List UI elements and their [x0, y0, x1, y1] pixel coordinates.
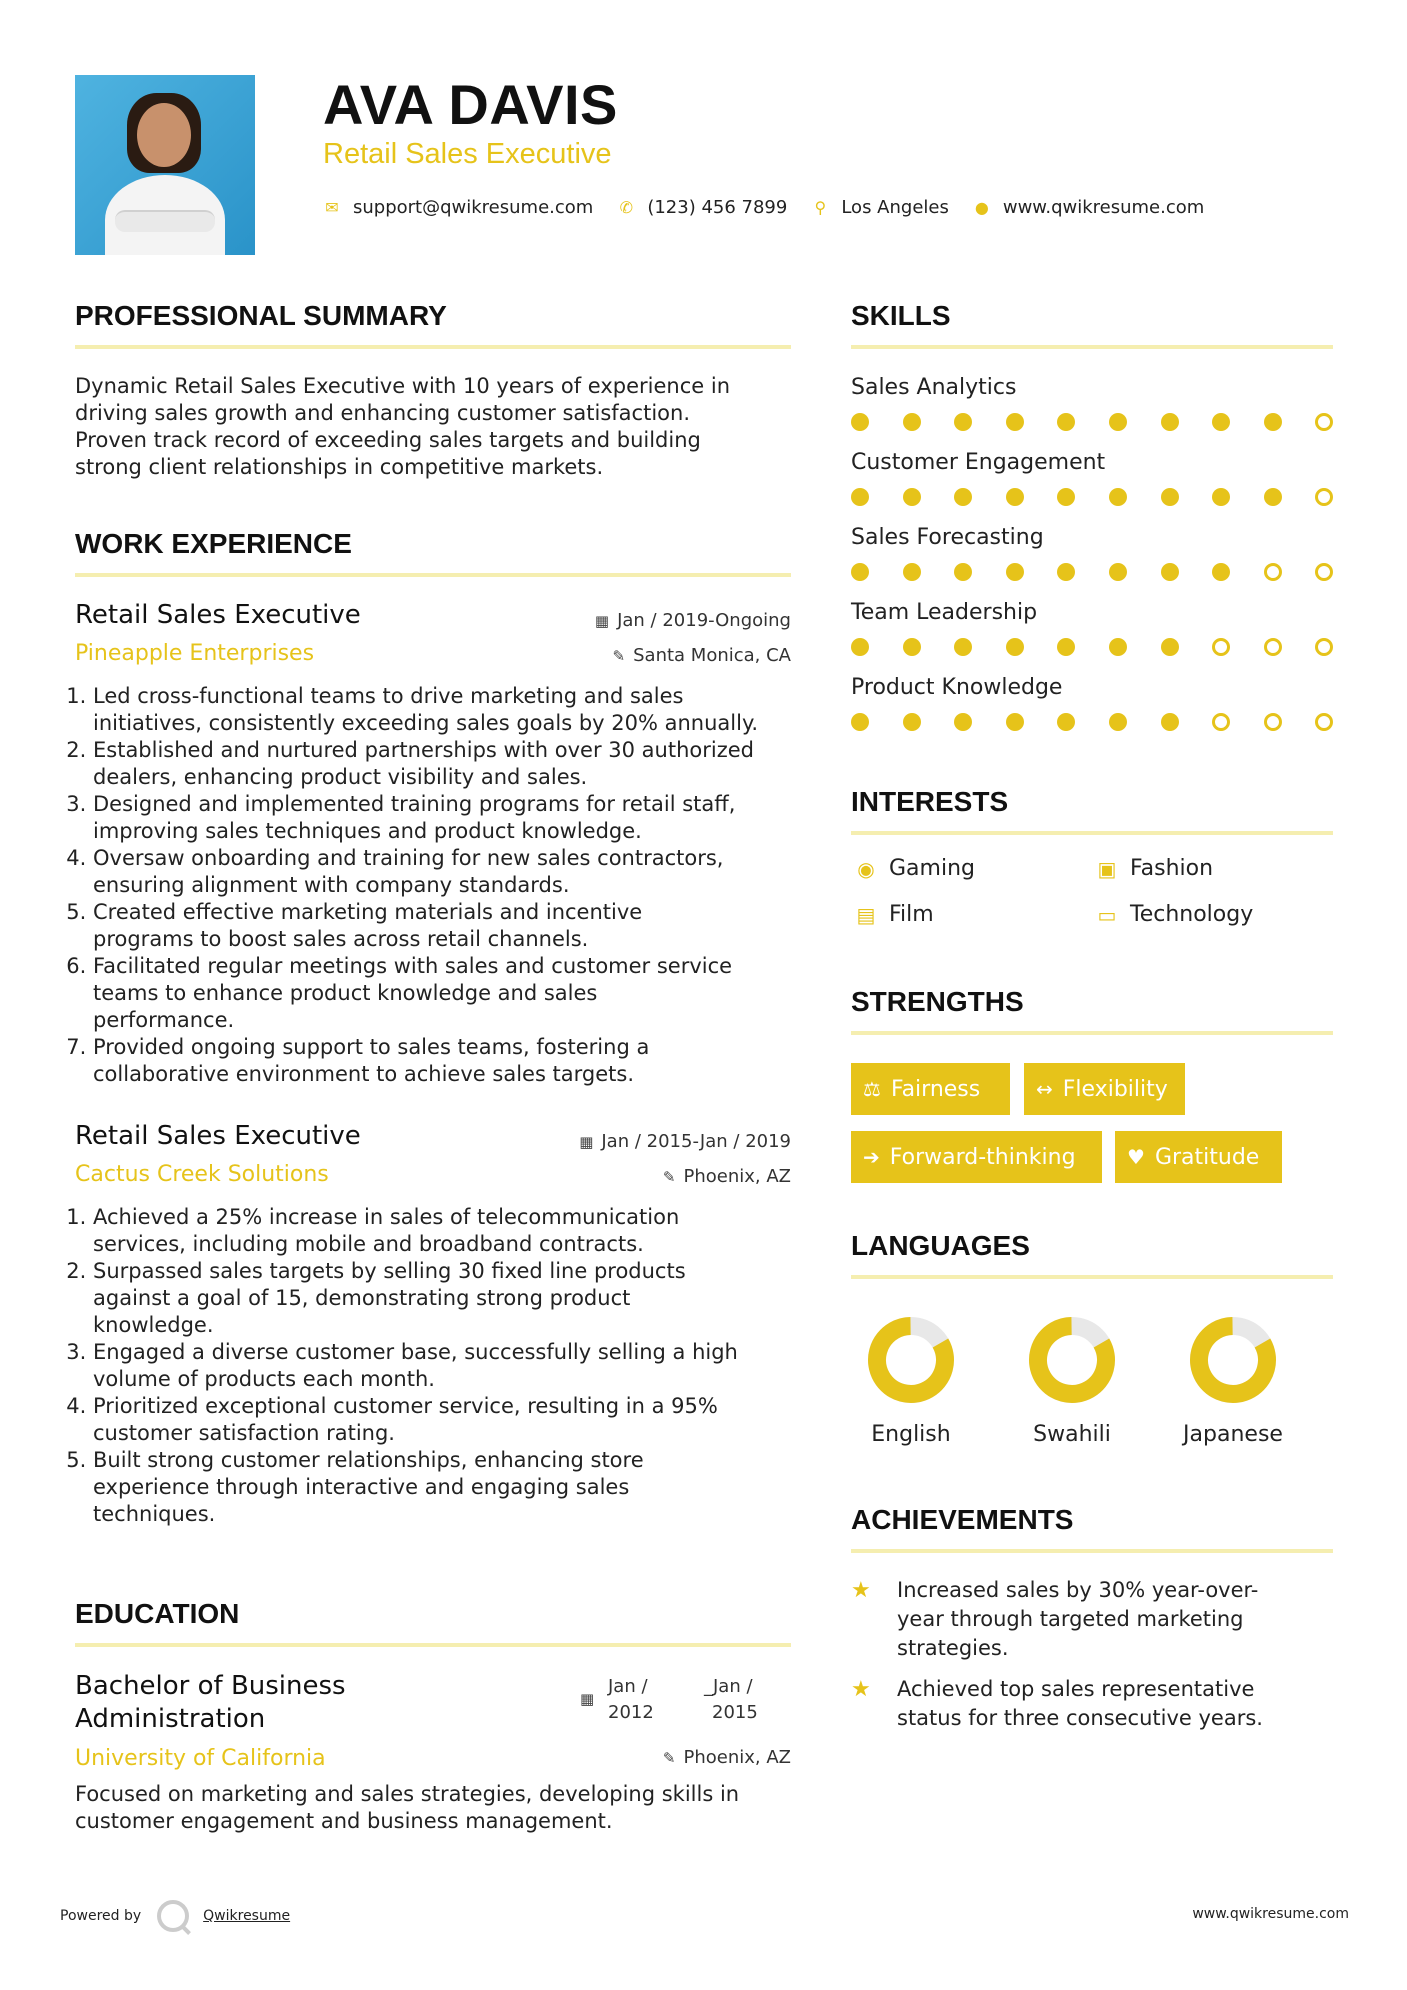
skill-dot-empty: [1315, 638, 1333, 656]
degree-title: Bachelor of Business Administration: [75, 1671, 346, 1734]
interest-item: ▭ Technology: [1092, 902, 1253, 927]
contact-bar: [323, 194, 1228, 220]
achievements-heading: ACHIEVEMENTS: [851, 1504, 1074, 1535]
summary-heading: PROFESSIONAL SUMMARY: [75, 300, 447, 331]
language-name: English: [871, 1422, 951, 1447]
job-bullets: [73, 1204, 793, 1528]
skill-dot-filled: [851, 638, 869, 656]
achievement-item: ★ Achieved top sales representative status for three consecutive years.: [851, 1675, 1263, 1733]
envelope-icon: ✉: [325, 197, 339, 217]
pushpin-icon: ✎: [612, 647, 626, 665]
strength-badge: ➔ Forward-thinking: [851, 1131, 1102, 1183]
summary-text: [75, 373, 730, 481]
list-item: 3. Designed and implemented training programs for retail staff, improving sales techniques and product knowledge.: [93, 791, 793, 845]
skill-dot-filled: [1212, 413, 1230, 431]
list-item: 5. Built strong customer relationships, enhancing store experience through interactive and engaging sales techniques.: [93, 1447, 793, 1528]
star-icon: ★: [851, 1578, 871, 1603]
list-item: 2. Surpassed sales targets by selling 30 fixed line products against a goal of 15, demonstrating strong product knowledge.: [93, 1258, 793, 1339]
arrow-right-icon: ➔: [863, 1145, 880, 1169]
skill-dot-empty: [1264, 563, 1282, 581]
skill-dot-empty: [1264, 713, 1282, 731]
work-heading: WORK EXPERIENCE: [75, 528, 352, 559]
skill-dot-filled: [851, 563, 869, 581]
skill-rating: [851, 413, 1333, 433]
skills-rule: [851, 345, 1333, 349]
skill-dot-filled: [1057, 488, 1075, 506]
skill-name: Product Knowledge: [851, 675, 1063, 700]
skill-dot-filled: [903, 713, 921, 731]
education-location: ✎ Phoenix, AZ: [662, 1747, 791, 1768]
balance-scale-icon: ⚖: [863, 1077, 881, 1101]
skill-dot-empty: [1315, 488, 1333, 506]
list-item: 4. Oversaw onboarding and training for new sales contractors, ensuring alignment with company standards.: [93, 845, 793, 899]
language-donut: [867, 1316, 955, 1404]
footer-brand-link[interactable]: Qwikresume: [203, 1908, 291, 1924]
list-item: 6. Facilitated regular meetings with sales and customer service teams to enhance product knowledge and sales performance.: [93, 953, 793, 1034]
contact-phone[interactable]: (123) 456 7899: [647, 196, 788, 218]
skill-dot-empty: [1212, 638, 1230, 656]
education-description: Focused on marketing and sales strategies, developing skills in customer engagement and business management.: [75, 1782, 740, 1833]
calendar-icon: ▦: [579, 1133, 594, 1151]
skill-dot-filled: [903, 563, 921, 581]
skill-rating: [851, 713, 1333, 733]
skill-dot-filled: [1109, 713, 1127, 731]
skill-dot-filled: [1057, 713, 1075, 731]
language-donut: [1028, 1316, 1116, 1404]
contact-website[interactable]: www.qwikresume.com: [1002, 196, 1205, 218]
strengths-heading: STRENGTHS: [851, 986, 1024, 1017]
skill-dot-filled: [1006, 488, 1024, 506]
skill-dot-filled: [1109, 488, 1127, 506]
skill-dot-filled: [1212, 488, 1230, 506]
work-rule: [75, 573, 791, 577]
skill-dot-filled: [1006, 713, 1024, 731]
skill-dot-empty: [1264, 638, 1282, 656]
skill-dot-filled: [1161, 638, 1179, 656]
skill-dot-empty: [1315, 713, 1333, 731]
skill-dot-filled: [1161, 488, 1179, 506]
language-item: [1168, 1316, 1298, 1447]
skill-dot-filled: [1264, 488, 1282, 506]
skill-dot-filled: [1212, 563, 1230, 581]
skill-dot-filled: [1109, 638, 1127, 656]
gamepad-icon: ◉: [857, 856, 875, 881]
skill-dot-filled: [954, 413, 972, 431]
skill-dot-empty: [1212, 713, 1230, 731]
interests-rule: [851, 831, 1333, 835]
job-bullets: [73, 683, 793, 1088]
skills-heading: SKILLS: [851, 300, 951, 331]
calendar-icon: ▦: [580, 1690, 595, 1708]
skill-dot-filled: [1161, 713, 1179, 731]
list-item: 3. Engaged a diverse customer base, successfully selling a high volume of products each month.: [93, 1339, 793, 1393]
language-name: Swahili: [1033, 1422, 1111, 1447]
skill-dot-filled: [1006, 563, 1024, 581]
skill-rating: [851, 563, 1333, 583]
list-item: 1. Led cross-functional teams to drive marketing and sales initiatives, consistently exceeding sales goals by 20% annually.: [93, 683, 793, 737]
languages-rule: [851, 1275, 1333, 1279]
job-title: Retail Sales Executive: [75, 1121, 361, 1151]
strength-badge: ⚖ Fairness: [851, 1063, 1010, 1115]
summary-line: Dynamic Retail Sales Executive with 10 years of experience in: [75, 374, 731, 398]
list-item: 5. Created effective marketing materials and incentive programs to boost sales across retail channels.: [93, 899, 793, 953]
calendar-icon: ▦: [594, 612, 610, 630]
job-location: ✎ Santa Monica, CA: [612, 645, 791, 666]
film-icon: ▤: [856, 902, 876, 927]
achievement-item: ★ Increased sales by 30% year-over- year through targeted marketing strategies.: [851, 1576, 1258, 1663]
skill-dot-filled: [903, 488, 921, 506]
summary-line: strong client relationships in competitive markets.: [75, 455, 604, 479]
skill-dot-filled: [851, 488, 869, 506]
list-item: 7. Provided ongoing support to sales teams, fostering a collaborative environment to achieve sales targets.: [93, 1034, 793, 1088]
language-item: [1007, 1316, 1137, 1447]
skill-dot-filled: [1057, 638, 1075, 656]
interest-item: ▣ Fashion: [1092, 856, 1213, 881]
skill-dot-filled: [851, 413, 869, 431]
job-title: Retail Sales Executive: [75, 600, 361, 630]
skill-dot-empty: [1315, 563, 1333, 581]
interests-heading: INTERESTS: [851, 786, 1009, 817]
skill-dot-filled: [903, 638, 921, 656]
list-item: 4. Prioritized exceptional customer service, resulting in a 95% customer satisfaction rating.: [93, 1393, 793, 1447]
interest-item: ◉ Gaming: [851, 856, 975, 881]
job-location: ✎ Phoenix, AZ: [662, 1166, 791, 1187]
strengths-rule: [851, 1031, 1333, 1035]
strength-badge: ↔ Flexibility: [1024, 1063, 1185, 1115]
qwikresume-logo: [157, 1900, 189, 1932]
heart-icon: ♥: [1127, 1145, 1145, 1169]
arrows-horizontal-icon: ↔: [1036, 1077, 1053, 1101]
skill-dot-filled: [1109, 413, 1127, 431]
job-company: Pineapple Enterprises: [75, 641, 315, 666]
skill-dot-filled: [851, 713, 869, 731]
summary-line: driving sales growth and enhancing customer satisfaction.: [75, 401, 690, 425]
languages-heading: LANGUAGES: [851, 1230, 1030, 1261]
skill-dot-filled: [903, 413, 921, 431]
phone-icon: ✆: [619, 197, 634, 217]
summary-line: Proven track record of exceeding sales targets and building: [75, 428, 701, 452]
powered-by-label: Powered by: [60, 1908, 142, 1924]
map-pin-icon: ⚲: [814, 197, 827, 217]
language-donut: [1189, 1316, 1277, 1404]
job-date: ▦ Jan / 2015-Jan / 2019: [579, 1131, 791, 1152]
globe-icon: ●: [974, 197, 989, 217]
strength-badge: ♥ Gratitude: [1115, 1131, 1282, 1183]
job-date: ▦ Jan / 2019-Ongoing: [594, 610, 791, 631]
skill-dot-filled: [1264, 413, 1282, 431]
job-company: Cactus Creek Solutions: [75, 1162, 329, 1187]
skill-dot-filled: [954, 638, 972, 656]
achievements-rule: [851, 1549, 1333, 1553]
skill-dot-filled: [1006, 413, 1024, 431]
education-rule: [75, 1643, 791, 1647]
skill-dot-filled: [1057, 563, 1075, 581]
skill-rating: [851, 638, 1333, 658]
candidate-name: AVA DAVIS: [323, 73, 618, 136]
laptop-icon: ▭: [1097, 902, 1117, 927]
pushpin-icon: ✎: [662, 1749, 676, 1767]
skill-name: Sales Analytics: [851, 375, 1017, 400]
profile-photo: [75, 75, 255, 255]
contact-location: Los Angeles: [841, 196, 949, 218]
skill-name: Customer Engagement: [851, 450, 1106, 475]
skill-dot-empty: [1315, 413, 1333, 431]
skill-name: Sales Forecasting: [851, 525, 1044, 550]
star-icon: ★: [851, 1677, 871, 1702]
footer-website-link[interactable]: www.qwikresume.com: [1192, 1906, 1349, 1922]
shopping-bag-icon: ▣: [1097, 856, 1117, 881]
language-item: [846, 1316, 976, 1447]
contact-email[interactable]: support@qwikresume.com: [353, 196, 594, 218]
resume-page: AVA DAVIS Retail Sales Executive ✉ support@qwikresume.com ✆ (123) 456 7899 ⚲ Los Angeles ● www.qwikresume.com PROFESSIONAL SUMMARY Dynamic Retail Sales Executive with 10 years of experience in driving sales growth and enhancing customer satisfaction. Proven track record of exceeding sales targets and building strong client relationships in competitive markets. WORK EXPERIENCE Retail Sales Executive Pineapple Enterprises ▦ Jan / 2019-Ongoing ✎ Santa Monica, CA 1. Led cross-functional teams to drive marketing and sales initiatives, consistently exceeding sales goals by 20% annually. 2. Established and nurtured partnerships with over 30 authorized dealers, enhancing product visibility and sales. 3. Designed and implemented training programs for retail staff, improving sales techniques and product knowledge. 4. Oversaw onboarding and training for new sales contractors, ensuring alignment with company standards. 5. Created effective marketing materials and incentive programs to boost sales across retail channels. 6. Facilitated regular meetings with sales and customer service teams to enhance product knowledge and sales performance. 7. Provided ongoing support to sales teams, fostering a collaborative environment to achieve sales targets. Retail Sales Executive Cactus Creek Solutions ▦ Jan / 2015-Jan / 2019 ✎ Phoenix, AZ 1. Achieved a 25% increase in sales of telecommunication services, including mobile and broadband contracts. 2. Surpassed sales targets by selling 30 fixed line products against a goal of 15, demonstrating strong product knowledge. 3. Engaged a diverse customer base, successfully selling a high volume of products each month. 4. Prioritized exceptional customer service, resulting in a 95% customer satisfaction rating. 5. Built strong customer relationships, enhancing store experience through interactive and engaging sales techniques. EDUCATION Bachelor of Business Administration University of California ▦ Jan / 2012 _Jan / 2015 ✎ Phoenix, AZ Focused on marketing and sales strategies, developing skills in customer engagement and business management. SKILLS Sales Analytics Customer Engagement Sales Forecasting Team Leadership Product Knowledge INTERESTS ◉ Gaming ▣ Fashion ▤ Film ▭ Technology STRENGTHS ⚖ Fairness ↔ Flexibility ➔ Forward-thinking ♥ Gratitude LANGUAGES English Swahili Japanese ACHIEVEMENTS ★ Increased sales by 30% year-over- year through targeted marketing strategies. ★ Achieved top sales representative status for three consecutive years. Powered by Qwikresume www.qwikresume.com: [0, 0, 1407, 1990]
skill-dot-filled: [1006, 638, 1024, 656]
footer-powered: [60, 1900, 290, 1932]
school-name: University of California: [75, 1746, 326, 1771]
skill-dot-filled: [954, 563, 972, 581]
skill-dot-filled: [1161, 563, 1179, 581]
skill-rating: [851, 488, 1333, 508]
list-item: 2. Established and nurtured partnerships with over 30 authorized dealers, enhancing product visibility and sales.: [93, 737, 793, 791]
skill-dot-filled: [954, 713, 972, 731]
candidate-role: Retail Sales Executive: [323, 138, 612, 170]
interest-item: ▤ Film: [851, 902, 934, 927]
pushpin-icon: ✎: [662, 1168, 676, 1186]
education-heading: EDUCATION: [75, 1598, 240, 1629]
skill-dot-filled: [1109, 563, 1127, 581]
skill-dot-filled: [954, 488, 972, 506]
skill-dot-filled: [1161, 413, 1179, 431]
summary-rule: [75, 345, 791, 349]
skill-dot-filled: [1057, 413, 1075, 431]
skill-name: Team Leadership: [851, 600, 1038, 625]
list-item: 1. Achieved a 25% increase in sales of telecommunication services, including mobile and broadband contracts.: [93, 1204, 793, 1258]
language-name: Japanese: [1183, 1422, 1283, 1447]
